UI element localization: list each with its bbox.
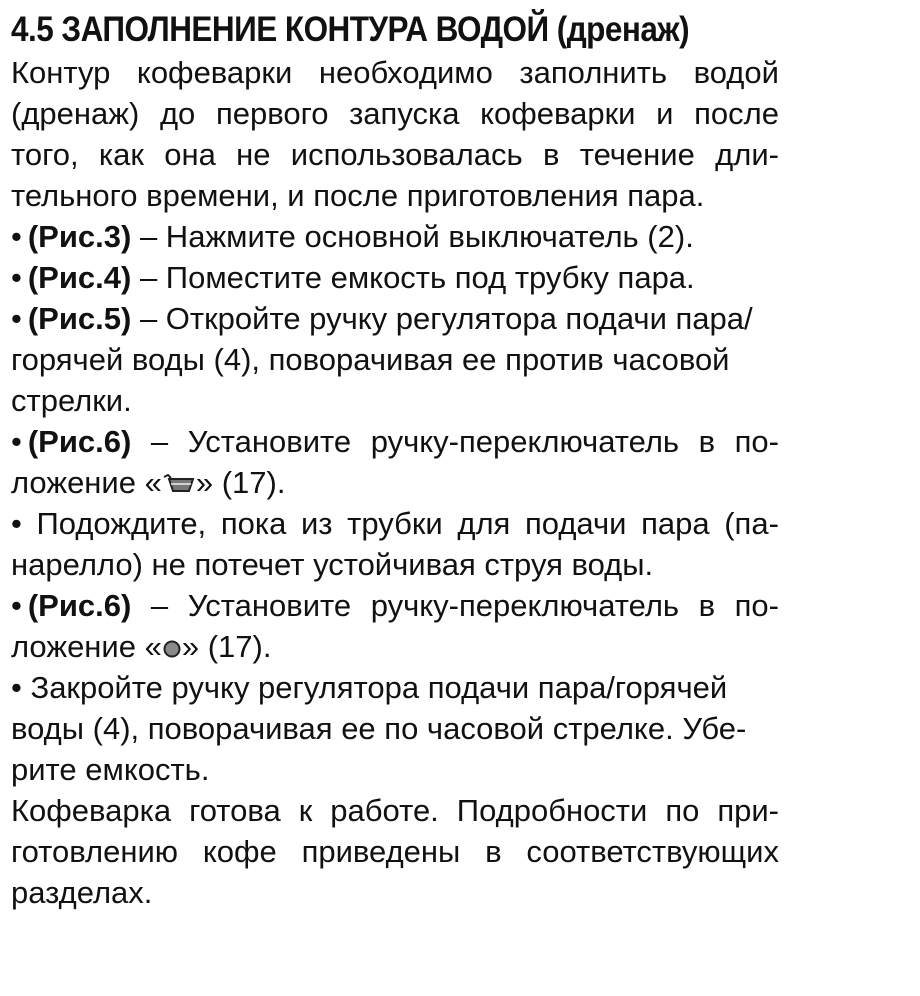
- step-6-line-2: [11, 626, 779, 667]
- word: водой: [693, 55, 779, 90]
- word: и: [656, 96, 674, 131]
- word: по-: [734, 588, 779, 623]
- bullet: •: [11, 219, 22, 254]
- step-3-line-2: горячей воды (4), поворачивая ее против часовой: [11, 342, 730, 377]
- step-text: ложение «: [11, 629, 162, 664]
- word: готовлению: [11, 834, 179, 869]
- word: в: [542, 137, 560, 172]
- word: необходимо: [318, 55, 493, 90]
- word: из: [300, 506, 333, 541]
- word: после: [694, 96, 779, 131]
- intro-line-2: [11, 93, 779, 134]
- word: при-: [717, 793, 779, 828]
- figure-ref: (Рис.5): [27, 301, 132, 336]
- figure-ref: (Рис.3): [27, 219, 132, 254]
- step-7-line-2: воды (4), поворачивая ее по часовой стрелке. Убе-: [11, 711, 747, 746]
- step-text: » (17).: [181, 629, 272, 664]
- word: Кофеварка: [11, 793, 172, 828]
- outro-line-3: разделах.: [11, 875, 153, 910]
- word: готова: [189, 793, 281, 828]
- intro-line-1: [11, 52, 779, 93]
- word: пара: [641, 506, 710, 541]
- step-2: [11, 257, 779, 298]
- bullet: •: [11, 260, 22, 295]
- word: Подробности: [456, 793, 648, 828]
- word: как: [98, 137, 144, 172]
- intro-line-3: [11, 134, 779, 175]
- word: трубки: [347, 506, 443, 541]
- word: ручку-переключатель: [370, 424, 680, 459]
- step-4-line-2: [11, 462, 779, 503]
- word: приведены: [301, 834, 461, 869]
- word: (па-: [724, 506, 779, 541]
- word: заполнить: [519, 55, 668, 90]
- step-7: • Закройте ручку регулятора подачи пара/горячей: [11, 670, 728, 705]
- bullet: •: [11, 301, 22, 336]
- step-1: [11, 216, 779, 257]
- off-dot-icon: [162, 639, 182, 659]
- step-text: – Откройте ручку регулятора подачи пара/: [131, 301, 753, 336]
- step-4-lead: [11, 421, 131, 462]
- step-5: [11, 503, 779, 544]
- outro-line-2: [11, 831, 779, 872]
- word: Контур: [11, 55, 111, 90]
- word: –: [150, 588, 169, 623]
- word: кофе: [202, 834, 277, 869]
- word: первого: [215, 96, 329, 131]
- word: подачи: [524, 506, 627, 541]
- word: кофеварки: [136, 55, 293, 90]
- word: работе.: [330, 793, 439, 828]
- word: дли-: [715, 137, 779, 172]
- word: Установите: [187, 588, 352, 623]
- word: в: [485, 834, 502, 869]
- word: для: [457, 506, 511, 541]
- word: (дренаж): [11, 96, 140, 131]
- word: того,: [11, 137, 79, 172]
- word: Подождите,: [36, 506, 207, 541]
- step-6: [11, 585, 779, 626]
- figure-ref: (Рис.4): [27, 260, 132, 295]
- word: использовалась: [290, 137, 523, 172]
- word: течение: [579, 137, 695, 172]
- step-text: – Поместите емкость под трубку пара.: [131, 260, 695, 295]
- step-6-lead: [11, 585, 131, 626]
- bullet: •: [11, 588, 22, 623]
- word: по: [665, 793, 700, 828]
- figure-ref: (Рис.6): [27, 588, 132, 623]
- word: запуска: [349, 96, 460, 131]
- step-text: » (17).: [195, 465, 286, 500]
- step-4: [11, 421, 779, 462]
- bullet: •: [11, 424, 22, 459]
- step-text: ложение «: [11, 465, 162, 500]
- intro-line-4: тельного времени, и после приготовления пара.: [11, 178, 705, 213]
- word: по-: [734, 424, 779, 459]
- manual-page: [11, 8, 779, 913]
- outro-line-1: [11, 790, 779, 831]
- step-3-line-3: стрелки.: [11, 383, 132, 418]
- word: соответствующих: [526, 834, 779, 869]
- word: она: [164, 137, 216, 172]
- hot-water-icon: [162, 473, 196, 495]
- word: –: [150, 424, 169, 459]
- figure-ref: (Рис.6): [27, 424, 132, 459]
- step-7-line-3: рите емкость.: [11, 752, 210, 787]
- step-5-line-2: нарелло) не потечет устойчивая струя воды.: [11, 547, 654, 582]
- step-3: [11, 298, 779, 339]
- word: в: [698, 424, 716, 459]
- step-text: – Нажмите основной выключатель (2).: [131, 219, 694, 254]
- word: пока: [220, 506, 287, 541]
- word: кофеварки: [480, 96, 636, 131]
- word: к: [298, 793, 313, 828]
- word: •: [11, 506, 22, 541]
- word: в: [698, 588, 716, 623]
- word: не: [236, 137, 271, 172]
- section-heading: 4.5 ЗАПОЛНЕНИЕ КОНТУРА ВОДОЙ (дренаж): [11, 10, 690, 49]
- word: ручку-переключатель: [370, 588, 680, 623]
- word: до: [159, 96, 196, 131]
- word: Установите: [187, 424, 352, 459]
